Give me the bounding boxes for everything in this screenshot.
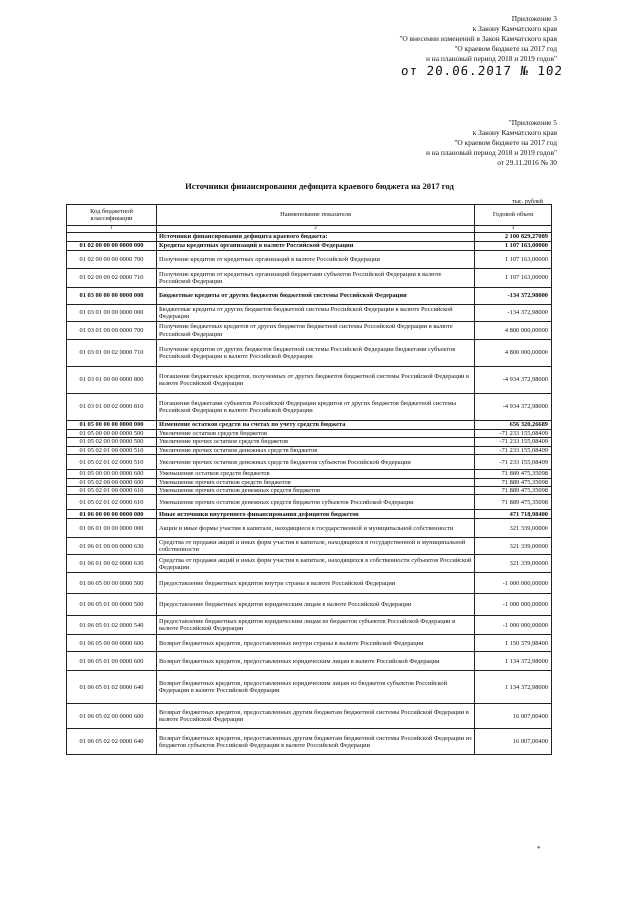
row-name: Уменьшение остатков средств бюджетов [157,470,475,478]
row-value: 71 889 475,35098 [475,470,552,478]
row-value: 321 339,00000 [475,519,552,538]
row-value: -71 233 155,08409 [475,455,552,470]
footer-mark: * [537,845,541,853]
row-value: -1 000 000,00000 [475,616,552,635]
header2-line: и на плановый период 2018 и 2019 годов" [425,148,557,158]
row-name: Погашение бюджетных кредитов, полученных от других бюджетов бюджетной системы Российской Федерации в валюте Российской Федерации [157,367,475,394]
table-row [67,340,552,367]
row-name: Увеличение остатков средств бюджетов [157,430,475,438]
table-row [67,470,552,478]
row-code: 01 06 05 01 02 0000 640 [67,671,157,704]
row-value: -134 372,98000 [475,305,552,322]
row-name: Увеличение прочих остатков денежных средств бюджетов [157,446,475,454]
table-row [67,478,552,486]
original-appendix-header [426,118,557,168]
row-name: Возврат бюджетных кредитов, предоставленных внутри страны в валюте Российской Федерации [157,635,475,652]
row-code: 01 06 05 02 00 0000 600 [67,704,157,729]
row-value: 16 007,00400 [475,729,552,755]
table-row [67,455,552,470]
table-row [67,421,552,430]
header-line: и на плановый период 2018 и 2019 годов" [425,54,557,64]
row-code: 01 05 02 00 00 0000 500 [67,438,157,446]
row-value: 71 889 475,35098 [475,495,552,510]
row-name: Бюджетные кредиты от других бюджетов бюджетной системы Российской Федерации в валюте Российской Федерации [157,305,475,322]
row-value: 4 800 000,00000 [475,322,552,340]
table-row [67,555,552,573]
row-name: Получение бюджетных кредитов от других бюджетов бюджетной системы Российской Федерации в валюте Российской Федерации [157,322,475,340]
table-row [67,233,552,242]
row-value: 471 718,98400 [475,510,552,519]
row-code: 01 05 00 00 00 0000 000 [67,421,157,430]
row-code: 01 03 00 00 00 0000 000 [67,288,157,305]
row-code: 01 03 01 00 00 0000 800 [67,367,157,394]
row-code: 01 03 01 00 02 0000 810 [67,394,157,421]
row-code: 01 06 05 02 02 0000 640 [67,729,157,755]
row-name: Возврат бюджетных кредитов, предоставленных другим бюджетам бюджетной системы Российской Федерации в валюте Российской Федерации [157,704,475,729]
row-name: Получение кредитов от кредитных организаций в валюте Российской Федерации [157,251,475,269]
row-code: 01 06 05 01 00 0000 600 [67,652,157,671]
appendix-header [399,14,564,79]
table-row [67,635,552,652]
table-row [67,495,552,510]
row-value: -1 000 000,00000 [475,573,552,594]
column-number: 3 [475,226,552,233]
header2-line: "Приложение 5 [508,118,557,127]
row-name: Предоставление бюджетных кредитов юридическим лицам в валюте Российской Федерации [157,594,475,616]
table-row [67,394,552,421]
table-row [67,729,552,755]
row-code: 01 05 02 01 00 0000 510 [67,446,157,454]
row-value: 1 134 372,98000 [475,652,552,671]
row-code: 01 05 02 01 02 0000 610 [67,495,157,510]
row-value: 321 339,00000 [475,555,552,573]
row-code: 01 06 05 00 00 0000 600 [67,635,157,652]
row-code: 01 06 05 01 00 0000 500 [67,594,157,616]
row-code: 01 06 01 00 00 0000 000 [67,519,157,538]
table-body [67,233,552,755]
table-row [67,305,552,322]
column-header-name: Наименование показателя [157,205,475,226]
row-code: 01 05 02 01 02 0000 510 [67,455,157,470]
row-name: Предоставление бюджетных кредитов юридическим лицам из бюджетов субъектов Российской Федерации в валюте Российской Федерации [157,616,475,635]
column-header-code: Код бюджетной классификации [67,205,157,226]
table-row [67,430,552,438]
row-name: Средства от продажи акций и иных форм участия в капитале, находящихся в собственности субъектов Российской Федерации [157,555,475,573]
row-code: 01 06 05 00 00 0000 500 [67,573,157,594]
row-name: Уменьшение прочих остатков средств бюджетов [157,478,475,486]
table-row [67,251,552,269]
row-code: 01 02 00 00 02 0000 710 [67,269,157,288]
row-name: Увеличение прочих остатков средств бюджетов [157,438,475,446]
financing-table [66,204,552,755]
header-line: к Закону Камчатского края [472,24,557,34]
row-name: Получение кредитов от кредитных организаций бюджетами субъектов Российской Федерации в валюте Российской Федерации [157,269,475,288]
row-name: Уменьшение прочих остатков денежных средств бюджетов субъектов Российской Федерации [157,495,475,510]
handwritten-date: от 20.06.2017 № 102 [400,63,564,79]
row-name: Уменьшение прочих остатков денежных средств бюджетов [157,487,475,495]
row-value: 4 800 000,00000 [475,340,552,367]
row-name: Акции и иные формы участия в капитале, находящиеся в государственной и муниципальной собственности [157,519,475,538]
row-value: -71 233 155,08409 [475,438,552,446]
row-code: 01 06 05 01 02 0000 540 [67,616,157,635]
units-label: тыс. рублей [512,198,543,205]
row-value: 1 107 163,00000 [475,242,552,251]
row-value: -71 233 155,08409 [475,430,552,438]
row-name: Кредиты кредитных организаций в валюте Российской Федерации [157,242,475,251]
table-row [67,671,552,704]
table-row [67,594,552,616]
row-name: Возврат бюджетных кредитов, предоставленных юридическим лицам из бюджетов субъектов Российской Федерации в валюте Российской Федерации [157,671,475,704]
row-value: 16 007,00400 [475,704,552,729]
row-code [67,233,157,242]
row-value: 321 339,00000 [475,538,552,555]
row-code: 01 06 01 00 02 0000 630 [67,555,157,573]
table-row [67,652,552,671]
row-name: Возврат бюджетных кредитов, предоставленных другим бюджетам бюджетной системы Российской Федерации из бюджетов субъектов Российской Федерации в валюте Российской Федерации [157,729,475,755]
row-code: 01 05 00 00 00 0000 600 [67,470,157,478]
row-value: -134 372,98000 [475,288,552,305]
row-name: Возврат бюджетных кредитов, предоставленных юридическим лицам в валюте Российской Федерации [157,652,475,671]
column-number: 1 [67,226,157,233]
row-code: 01 03 01 00 00 0000 000 [67,305,157,322]
row-code: 01 05 02 00 00 0000 600 [67,478,157,486]
header2-line: от 29.11.2016 № 30 [497,158,557,168]
table-row [67,519,552,538]
row-value: 1 150 379,98400 [475,635,552,652]
table-row [67,704,552,729]
row-value: 1 134 372,98000 [475,671,552,704]
header2-line: "О краевом бюджете на 2017 год [454,138,557,148]
table-row [67,573,552,594]
row-name: Изменение остатков средств на счетах по учету средств бюджета [157,421,475,430]
table-row [67,446,552,454]
header-line: Приложение 3 [511,14,557,23]
row-value: -1 000 000,00000 [475,594,552,616]
table-row [67,269,552,288]
table-row [67,616,552,635]
row-name: Средства от продажи акций и иных форм участия в капитале, находящихся в государственной и муниципальной собственности [157,538,475,555]
row-name: Иные источники внутреннего финансирования дефицитов бюджетов [157,510,475,519]
document-title: Источники финансирования дефицита краевого бюджета на 2017 год [185,181,454,191]
row-value: -4 934 372,98000 [475,367,552,394]
table-row [67,242,552,251]
row-value: -71 233 155,08409 [475,446,552,454]
row-name: Бюджетные кредиты от других бюджетов бюджетной системы Российской Федерации [157,288,475,305]
row-code: 01 03 01 00 02 0000 710 [67,340,157,367]
row-value: 71 889 475,35098 [475,487,552,495]
row-code: 01 02 00 00 00 0000 700 [67,251,157,269]
row-value: -4 934 372,98000 [475,394,552,421]
row-code: 01 03 01 00 00 0000 700 [67,322,157,340]
row-name: Получение кредитов от других бюджетов бюджетной системы Российской Федерации бюджетами субъектов Российской Федерации в валюте Российской Федерации [157,340,475,367]
row-value: 1 107 163,00000 [475,251,552,269]
row-name: Увеличение прочих остатков денежных средств бюджетов субъектов Российской Федерации [157,455,475,470]
row-code: 01 05 00 00 00 0000 500 [67,430,157,438]
column-header-value: Годовой объем [475,205,552,226]
row-value: 71 889 475,35098 [475,478,552,486]
table-row [67,487,552,495]
header-line: "О краевом бюджете на 2017 год [454,44,557,54]
row-code: 01 02 00 00 00 0000 000 [67,242,157,251]
row-code: 01 06 00 00 00 0000 000 [67,510,157,519]
header-line: "О внесении изменений в Закон Камчатского края [399,34,557,44]
header2-line: к Закону Камчатского края [472,128,557,138]
table-row [67,438,552,446]
column-number: 2 [157,226,475,233]
table-row [67,367,552,394]
row-code: 01 06 01 00 00 0000 630 [67,538,157,555]
row-name: Источники финансирования дефицита краевого бюджета: [157,233,475,242]
table-row [67,322,552,340]
row-value: 1 107 163,00000 [475,269,552,288]
row-code: 01 05 02 01 00 0000 610 [67,487,157,495]
row-name: Погашение бюджетами субъектов Российской Федерации кредитов от других бюджетов бюджетной системы Российской Федерации в валюте Российской Федерации [157,394,475,421]
row-value: 656 320,26689 [475,421,552,430]
row-name: Предоставление бюджетных кредитов внутри страны в валюте Российской Федерации [157,573,475,594]
table-row [67,510,552,519]
table-row [67,538,552,555]
row-value: 2 100 829,27089 [475,233,552,242]
table-row [67,288,552,305]
